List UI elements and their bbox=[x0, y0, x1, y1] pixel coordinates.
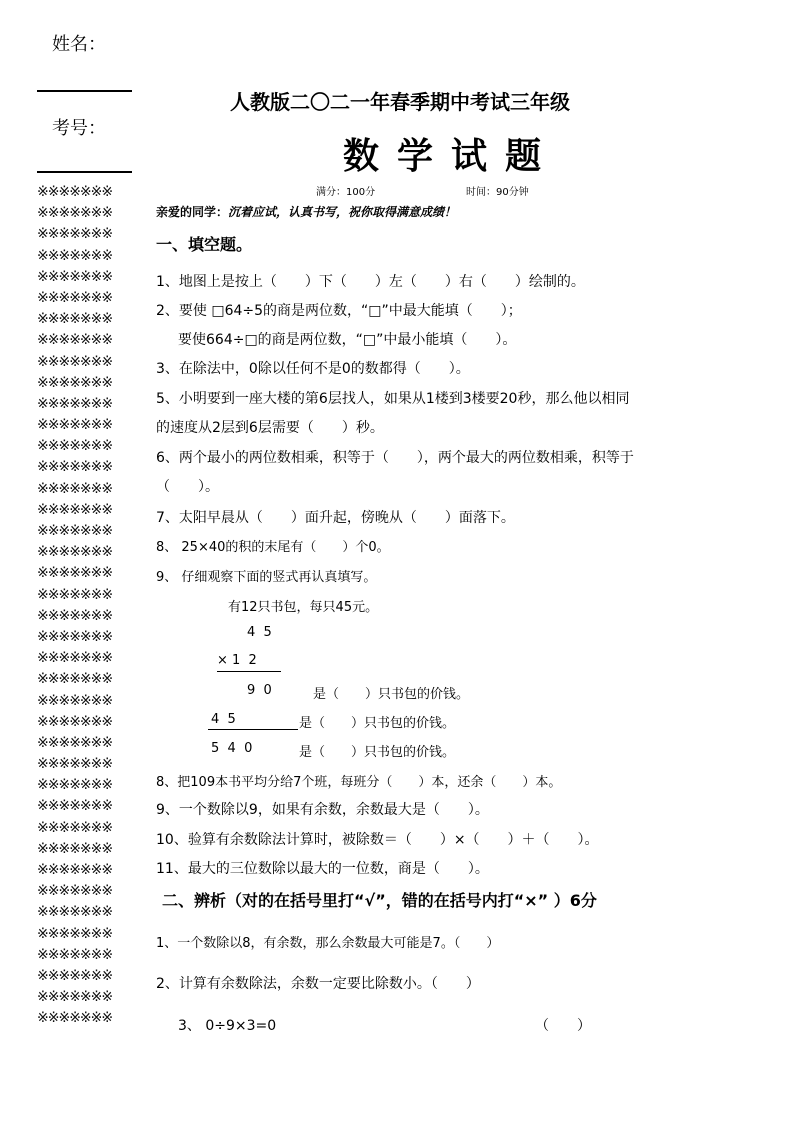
stars-row: ※※※※※※※ bbox=[37, 544, 113, 561]
id-label: 考号： bbox=[52, 118, 106, 139]
question-10: 10、验算有余数除法计算时，被除数＝（ ）×（ ）＋（ ）。 bbox=[156, 832, 599, 848]
stars-row: ※※※※※※※ bbox=[37, 395, 113, 412]
stars-row: ※※※※※※※ bbox=[37, 205, 113, 222]
stars-row: ※※※※※※※ bbox=[37, 586, 113, 603]
question-2b: 要使664÷□的商是两位数，“□”中最小能填（ ）。 bbox=[178, 332, 517, 348]
full-score: 满分：100分 bbox=[316, 187, 376, 198]
stars-row: ※※※※※※※ bbox=[37, 819, 113, 836]
judge-question-1: 1、一个数除以8，有余数，那么余数最大可能是7。（ ） bbox=[156, 936, 500, 951]
question-7: 7、太阳早晨从（ ）面升起，傍晚从（ ）面落下。 bbox=[156, 510, 515, 526]
question-1: 1、地图上是按上（ ）下（ ）左（ ）右（ ）绘制的。 bbox=[156, 274, 585, 290]
stars-row: ※※※※※※※ bbox=[37, 1010, 113, 1027]
stars-row: ※※※※※※※ bbox=[37, 713, 113, 730]
stars-row: ※※※※※※※ bbox=[37, 692, 113, 709]
stars-row: ※※※※※※※ bbox=[37, 480, 113, 497]
stars-row: ※※※※※※※ bbox=[37, 226, 113, 243]
section2-heading: 二、辨析（对的在括号里打“√”，错的在括号内打“×” ）6分 bbox=[162, 891, 597, 910]
stars-row: ※※※※※※※ bbox=[37, 734, 113, 751]
stars-row: ※※※※※※※ bbox=[37, 756, 113, 773]
stars-row: ※※※※※※※ bbox=[37, 332, 113, 349]
calc-line-5-text: 是（ ）只书包的价钱。 bbox=[299, 745, 456, 760]
id-line bbox=[37, 171, 132, 173]
stars-row: ※※※※※※※ bbox=[37, 883, 113, 900]
judge-question-3: 3、 0÷9×3=0 bbox=[178, 1018, 277, 1034]
stars-row: ※※※※※※※ bbox=[37, 438, 113, 455]
stars-row: ※※※※※※※ bbox=[37, 946, 113, 963]
stars-row: ※※※※※※※ bbox=[37, 777, 113, 794]
stars-row: ※※※※※※※ bbox=[37, 989, 113, 1006]
calc-line-3: 9 0 bbox=[247, 683, 272, 698]
calc-line-5: 5 4 0 bbox=[211, 741, 253, 756]
greeting-text: 沉着应试，认真书写，祝你取得满意成绩！ bbox=[228, 205, 457, 219]
stars-row: ※※※※※※※ bbox=[37, 501, 113, 518]
greeting-prefix: 亲爱的同学： bbox=[156, 205, 229, 219]
calc-underline-1 bbox=[217, 671, 281, 672]
stars-row: ※※※※※※※ bbox=[37, 798, 113, 815]
calc-underline-2 bbox=[208, 729, 298, 730]
stars-row: ※※※※※※※ bbox=[37, 628, 113, 645]
question-5a: 5、小明要到一座大楼的第6层找人，如果从1楼到3楼要20秒，那么他以相同 bbox=[156, 391, 630, 407]
calc-line-3-text: 是（ ）只书包的价钱。 bbox=[313, 687, 470, 702]
stars-row: ※※※※※※※ bbox=[37, 459, 113, 476]
stars-row: ※※※※※※※ bbox=[37, 862, 113, 878]
exam-time: 时间：90分钟 bbox=[466, 187, 529, 198]
question-6b: （ ）。 bbox=[156, 479, 219, 495]
section1-heading: 一、填空题。 bbox=[156, 235, 253, 254]
question-11: 11、最大的三位数除以最大的一位数，商是（ ）。 bbox=[156, 861, 489, 877]
stars-row: ※※※※※※※ bbox=[37, 840, 113, 857]
judge-question-3-paren: （ ） bbox=[535, 1018, 591, 1034]
stars-row: ※※※※※※※ bbox=[37, 374, 113, 391]
question-9-problem: 有12只书包，每只45元。 bbox=[228, 600, 379, 615]
stars-row: ※※※※※※※ bbox=[37, 650, 113, 667]
binding-stars-column bbox=[37, 182, 137, 1030]
stars-row: ※※※※※※※ bbox=[37, 967, 113, 984]
question-8: 8、 25×40的积的末尾有（ ）个0。 bbox=[156, 540, 390, 555]
stars-row: ※※※※※※※ bbox=[37, 268, 113, 285]
stars-row: ※※※※※※※ bbox=[37, 311, 113, 328]
stars-row: ※※※※※※※ bbox=[37, 904, 113, 921]
question-5b: 的速度从2层到6层需要（ ）秒。 bbox=[156, 420, 384, 436]
question-2a: 2、要使 □64÷5的商是两位数，“□”中最大能填（ ）； bbox=[156, 303, 522, 319]
calc-line-4: 4 5 bbox=[211, 712, 236, 727]
question-9: 9、 仔细观察下面的竖式再认真填写。 bbox=[156, 570, 377, 585]
question-8b: 8、把109本书平均分给7个班，每班分（ ）本，还余（ ）本。 bbox=[156, 775, 562, 790]
stars-row: ※※※※※※※ bbox=[37, 671, 113, 688]
stars-row: ※※※※※※※ bbox=[37, 417, 113, 434]
stars-row: ※※※※※※※ bbox=[37, 523, 113, 539]
judge-question-2: 2、计算有余数除法，余数一定要比除数小。（ ） bbox=[156, 976, 480, 992]
calc-line-4-text: 是（ ）只书包的价钱。 bbox=[299, 716, 456, 731]
greeting bbox=[156, 203, 456, 220]
question-9b: 9、一个数除以9，如果有余数，余数最大是（ ）。 bbox=[156, 802, 489, 818]
calc-line-1: 4 5 bbox=[247, 625, 272, 640]
question-6a: 6、两个最小的两位数相乘，积等于（ ），两个最大的两位数相乘，积等于 bbox=[156, 450, 634, 466]
stars-row: ※※※※※※※ bbox=[37, 607, 113, 624]
name-label: 姓名： bbox=[52, 34, 106, 55]
name-line bbox=[37, 90, 132, 92]
calc-line-2: × 1 2 bbox=[217, 653, 257, 668]
stars-row: ※※※※※※※ bbox=[37, 925, 113, 942]
exam-title-line1: 人教版二〇二一年春季期中考试三年级 bbox=[230, 90, 570, 114]
question-3: 3、在除法中，0除以任何不是0的数都得（ ）。 bbox=[156, 361, 470, 377]
stars-row: ※※※※※※※ bbox=[37, 289, 113, 306]
stars-row: ※※※※※※※ bbox=[37, 184, 113, 200]
exam-title-line2: 数学试题 bbox=[343, 135, 560, 177]
stars-row: ※※※※※※※ bbox=[37, 565, 113, 582]
stars-row: ※※※※※※※ bbox=[37, 353, 113, 370]
stars-row: ※※※※※※※ bbox=[37, 247, 113, 264]
